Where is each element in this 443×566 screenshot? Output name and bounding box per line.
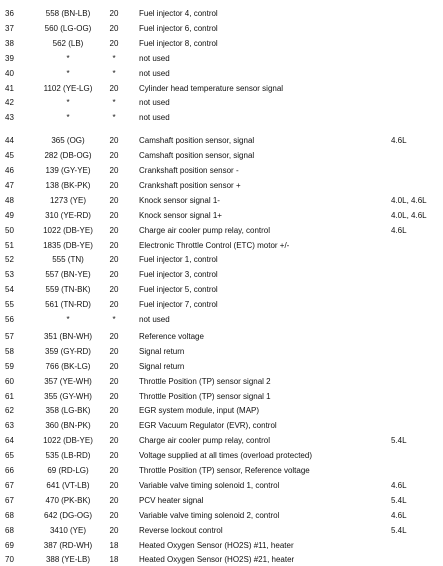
circuit-id: 642 (DG-OG) <box>43 510 92 520</box>
table-row <box>0 239 443 252</box>
table-row <box>0 96 443 109</box>
circuit-function: Variable valve timing solenoid 2, control <box>139 510 280 520</box>
wire-gauge: 20 <box>109 391 119 401</box>
wire-gauge: 20 <box>109 436 119 446</box>
circuit-function: EGR system module, input (MAP) <box>139 406 260 416</box>
table-row <box>0 404 443 417</box>
circuit-function: Reference voltage <box>139 331 204 341</box>
engine-note: 4.6L <box>391 225 407 235</box>
pin-number: 51 <box>5 240 14 250</box>
engine-note: 5.4L <box>391 525 407 535</box>
circuit-id: 355 (GY-WH) <box>44 391 92 401</box>
wire-gauge: * <box>112 113 116 123</box>
circuit-id: 1022 (DB-YE) <box>43 225 93 235</box>
circuit-id: 138 (BK-PK) <box>45 180 91 190</box>
wire-gauge: 20 <box>109 151 119 161</box>
circuit-function: Reverse lockout control <box>139 525 223 535</box>
pin-number: 47 <box>5 180 14 190</box>
pin-number: 54 <box>5 285 14 295</box>
circuit-id: 351 (BN-WH) <box>43 331 92 341</box>
circuit-id: 359 (GY-RD) <box>45 346 91 356</box>
wire-gauge: 20 <box>109 166 119 175</box>
wire-gauge: 20 <box>109 285 119 295</box>
wire-gauge: 20 <box>109 23 119 33</box>
circuit-function: Electronic Throttle Control (ETC) motor +/- <box>139 240 290 250</box>
pin-number: 44 <box>5 136 14 146</box>
table-row <box>0 330 443 343</box>
engine-note: 4.0L, 4.6L <box>391 210 427 220</box>
table-row <box>0 67 443 80</box>
pin-number: 69 <box>5 540 14 550</box>
table-row <box>0 179 443 192</box>
circuit-id: 470 (PK-BK) <box>45 495 91 505</box>
pin-number: 66 <box>5 466 14 475</box>
pin-number: 55 <box>5 300 14 310</box>
wire-gauge: 20 <box>109 331 119 341</box>
circuit-function: PCV heater signal <box>139 495 204 505</box>
table-row <box>0 313 443 326</box>
circuit-id: 310 (YE-RD) <box>45 210 91 220</box>
table-row <box>0 134 443 147</box>
pin-number: 46 <box>5 166 14 175</box>
pin-number: 48 <box>5 195 14 205</box>
wire-gauge: 20 <box>109 300 119 310</box>
table-row <box>0 164 443 177</box>
wire-gauge: * <box>112 53 116 63</box>
wire-gauge: 20 <box>109 451 119 461</box>
circuit-function: Charge air cooler pump relay, control <box>139 436 271 446</box>
pin-number: 64 <box>5 436 14 446</box>
table-row <box>0 524 443 537</box>
circuit-function: not used <box>139 98 170 108</box>
pin-number: 56 <box>5 315 14 324</box>
circuit-id: 559 (TN-BK) <box>45 285 91 295</box>
wire-gauge: 18 <box>109 540 119 550</box>
pin-number: 42 <box>5 98 14 108</box>
circuit-function: Throttle Position (TP) sensor signal 1 <box>139 391 271 401</box>
circuit-id: 560 (LG-OG) <box>44 23 92 33</box>
circuit-function: Crankshaft position sensor - <box>139 166 239 175</box>
circuit-function: not used <box>139 113 170 123</box>
table-row <box>0 449 443 462</box>
circuit-id: 641 (VT-LB) <box>46 480 90 490</box>
pin-number: 40 <box>5 68 14 78</box>
wire-gauge: 20 <box>109 136 119 146</box>
circuit-id: 387 (RD-WH) <box>43 540 93 550</box>
circuit-id: 1022 (DB-YE) <box>43 436 93 446</box>
circuit-id: 561 (TN-RD) <box>45 300 91 310</box>
wire-gauge: * <box>112 68 116 78</box>
wire-gauge: 20 <box>109 195 119 205</box>
table-row <box>0 22 443 35</box>
wire-gauge: * <box>112 315 116 324</box>
wire-gauge: 20 <box>109 480 119 490</box>
wire-gauge: 20 <box>109 255 119 265</box>
table-row <box>0 253 443 266</box>
table-row <box>0 111 443 124</box>
pin-number: 57 <box>5 331 14 341</box>
pin-number: 70 <box>5 555 14 565</box>
table-row <box>0 553 443 566</box>
circuit-id: 1835 (DB-YE) <box>43 240 93 250</box>
circuit-id: 360 (BN-PK) <box>45 421 91 431</box>
engine-note: 5.4L <box>391 495 407 505</box>
wire-gauge: 20 <box>109 180 119 190</box>
circuit-function: Fuel injector 4, control <box>139 9 218 18</box>
engine-note: 4.0L, 4.6L <box>391 195 427 205</box>
circuit-id: * <box>66 113 70 123</box>
pin-number: 43 <box>5 113 14 123</box>
pin-number: 65 <box>5 451 14 461</box>
table-row <box>0 149 443 162</box>
wire-gauge: 18 <box>109 555 119 565</box>
circuit-id: 558 (BN-LB) <box>45 9 91 18</box>
wire-gauge: 20 <box>109 421 119 431</box>
circuit-function: not used <box>139 68 170 78</box>
table-row <box>0 37 443 50</box>
table-row <box>0 194 443 207</box>
engine-note: 4.6L <box>391 136 407 146</box>
circuit-id: 535 (LB-RD) <box>45 451 91 461</box>
wire-gauge: 20 <box>109 210 119 220</box>
engine-note: 5.4L <box>391 436 407 446</box>
circuit-function: Throttle Position (TP) sensor signal 2 <box>139 376 271 386</box>
table-row <box>0 464 443 477</box>
circuit-function: Variable valve timing solenoid 1, control <box>139 480 280 490</box>
engine-note: 4.6L <box>391 480 407 490</box>
pin-number: 37 <box>5 23 14 33</box>
circuit-function: not used <box>139 53 170 63</box>
circuit-id: 69 (RD-LG) <box>47 466 89 475</box>
wire-gauge: * <box>112 98 116 108</box>
circuit-function: Heated Oxygen Sensor (HO2S) #21, heater <box>139 555 295 565</box>
wire-gauge: 20 <box>109 225 119 235</box>
table-row <box>0 345 443 358</box>
pin-number: 60 <box>5 376 14 386</box>
wire-gauge: 20 <box>109 9 119 18</box>
circuit-id: 358 (LG-BK) <box>45 406 91 416</box>
circuit-function: not used <box>139 315 170 324</box>
pin-number: 67 <box>5 480 14 490</box>
circuit-function: Camshaft position sensor, signal <box>139 151 255 161</box>
table-row <box>0 209 443 222</box>
table-row <box>0 419 443 432</box>
wire-gauge: 20 <box>109 510 119 520</box>
pin-number: 49 <box>5 210 14 220</box>
wire-gauge: 20 <box>109 83 119 93</box>
circuit-function: EGR Vacuum Regulator (EVR), control <box>139 421 277 431</box>
circuit-id: 282 (DB-OG) <box>44 151 92 161</box>
table-row <box>0 268 443 281</box>
table-row <box>0 82 443 95</box>
circuit-function: Cylinder head temperature sensor signal <box>139 83 284 93</box>
circuit-id: 357 (YE-WH) <box>44 376 92 386</box>
circuit-id: 557 (BN-YE) <box>45 270 91 280</box>
pin-number: 39 <box>5 53 14 63</box>
circuit-id: * <box>66 315 70 324</box>
circuit-id: * <box>66 53 70 63</box>
pin-number: 59 <box>5 361 14 371</box>
circuit-function: Fuel injector 7, control <box>139 300 218 310</box>
wire-gauge: 20 <box>109 376 119 386</box>
pin-number: 50 <box>5 225 14 235</box>
circuit-id: 139 (GY-YE) <box>45 166 91 175</box>
circuit-id: * <box>66 98 70 108</box>
wire-gauge: 20 <box>109 525 119 535</box>
circuit-id: 766 (BK-LG) <box>45 361 91 371</box>
circuit-id: 562 (LB) <box>52 38 84 48</box>
wire-gauge: 20 <box>109 406 119 416</box>
pin-number: 41 <box>5 83 14 93</box>
circuit-function: Fuel injector 1, control <box>139 255 218 265</box>
circuit-function: Camshaft position sensor, signal <box>139 136 255 146</box>
table-row <box>0 479 443 492</box>
circuit-function: Knock sensor signal 1- <box>139 195 220 205</box>
circuit-id: 365 (OG) <box>51 136 85 146</box>
circuit-id: 1273 (YE) <box>49 195 87 205</box>
wire-gauge: 20 <box>109 270 119 280</box>
pin-number: 68 <box>5 525 14 535</box>
pin-number: 63 <box>5 421 14 431</box>
table-row <box>0 298 443 311</box>
wire-gauge: 20 <box>109 38 119 48</box>
wire-gauge: 20 <box>109 466 119 475</box>
circuit-id: * <box>66 68 70 78</box>
circuit-function: Fuel injector 3, control <box>139 270 218 280</box>
table-row <box>0 360 443 373</box>
circuit-function: Knock sensor signal 1+ <box>139 210 222 220</box>
pin-number: 62 <box>5 406 14 416</box>
engine-note: 4.6L <box>391 510 407 520</box>
circuit-id: 388 (YE-LB) <box>45 555 91 565</box>
pin-number: 58 <box>5 346 14 356</box>
pin-number: 52 <box>5 255 14 265</box>
circuit-id: 555 (TN) <box>52 255 84 265</box>
pin-number: 45 <box>5 151 14 161</box>
circuit-function: Heated Oxygen Sensor (HO2S) #11, heater <box>139 540 294 550</box>
circuit-function: Charge air cooler pump relay, control <box>139 225 271 235</box>
wire-gauge: 20 <box>109 346 119 356</box>
circuit-function: Voltage supplied at all times (overload protected) <box>139 451 312 461</box>
table-row <box>0 7 443 20</box>
circuit-function: Crankshaft position sensor + <box>139 180 241 190</box>
table-row <box>0 283 443 296</box>
pin-number: 67 <box>5 495 14 505</box>
pin-number: 38 <box>5 38 14 48</box>
table-row <box>0 390 443 403</box>
table-row <box>0 509 443 522</box>
circuit-function: Fuel injector 5, control <box>139 285 218 295</box>
circuit-id: 3410 (YE) <box>49 525 87 535</box>
pin-number: 53 <box>5 270 14 280</box>
table-row <box>0 434 443 447</box>
table-row <box>0 375 443 388</box>
wire-gauge: 20 <box>109 240 119 250</box>
pin-number: 68 <box>5 510 14 520</box>
circuit-id: 1102 (YE-LG) <box>43 83 93 93</box>
wire-gauge: 20 <box>109 361 119 371</box>
circuit-function: Fuel injector 8, control <box>139 38 218 48</box>
table-row <box>0 494 443 507</box>
wire-gauge: 20 <box>109 495 119 505</box>
circuit-function: Signal return <box>139 346 185 356</box>
circuit-function: Fuel injector 6, control <box>139 23 218 33</box>
circuit-function: Throttle Position (TP) sensor, Reference voltage <box>139 466 310 475</box>
pin-number: 61 <box>5 391 14 401</box>
circuit-function: Signal return <box>139 361 185 371</box>
table-row <box>0 224 443 237</box>
pin-number: 36 <box>5 9 14 18</box>
table-row <box>0 539 443 552</box>
table-row <box>0 52 443 65</box>
